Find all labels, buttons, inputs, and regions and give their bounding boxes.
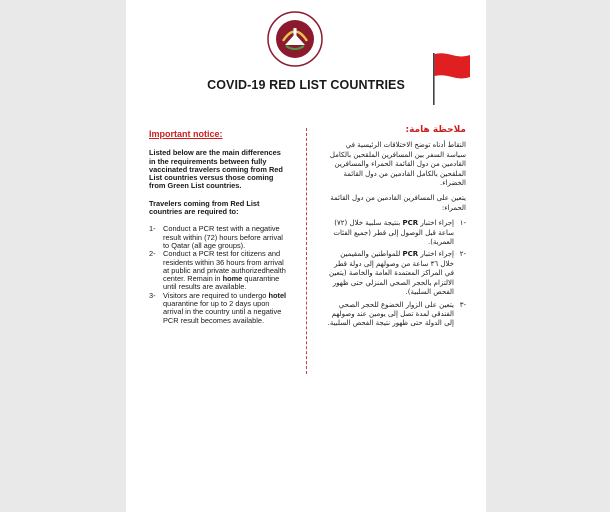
arabic-notice-heading: ملاحظة هامة: <box>405 125 466 135</box>
item-number: 3- <box>149 290 156 300</box>
item-text: Visitors are required to undergo hotel quarantine for up to 2 days upon arrival in the country until a negative PCR result becomes available. <box>163 290 287 325</box>
list-item <box>326 250 466 297</box>
ministry-logo <box>266 10 324 68</box>
arabic-intro-paragraph: النقاط أدناه توضح الاختلافات الرئيسية في سياسة السفر بين المسافرين الملقحين بالكامل القادمين من دول القائمة الحمراء والمسافرين الملقحين بالكامل القادمين من دول القائمة الخضراء. <box>329 141 466 188</box>
item-number: -٢ <box>459 250 466 259</box>
column-divider <box>306 128 307 374</box>
document-page <box>126 0 486 512</box>
item-number: 2- <box>149 249 156 259</box>
list-item <box>326 219 466 247</box>
item-text: يتعين على الزوار الخضوع للحجر الصحي الفندقي لمدة تصل إلى يومين عند وصولهم إلى الدولة حتى ظهور نتيجة الفحص السلبية. <box>327 300 454 328</box>
arabic-column <box>326 126 466 332</box>
list-item <box>326 301 466 329</box>
item-number: 1- <box>149 224 156 234</box>
english-column <box>149 130 289 325</box>
page-title: COVID-19 RED LIST COUNTRIES <box>207 78 405 92</box>
arabic-requirements-subhead: يتعين على المسافرين القادمين من دول القائمة الحمراء: <box>330 194 466 212</box>
requirements-subhead: Travelers coming from Red List countries are required to: <box>149 198 260 217</box>
item-text: إجراء اختبار PCR بنتيجة سلبية خلال (٧٢) ساعة قبل الوصول إلى قطر (جميع الفئات العمرية). <box>333 219 454 247</box>
item-text: Conduct a PCR test for citizens and residents within 36 hours from arrival at public and private authorizedhealth center. Remain in home quarantine until results are available. <box>163 249 286 292</box>
item-number: -١ <box>459 219 466 228</box>
item-text: Conduct a PCR test with a negative result within (72) hours before arrival to Qatar (all age groups). <box>163 224 283 250</box>
intro-paragraph: Listed below are the main differences in the requirements between fully vaccinated travelers coming from Red List countries versus those coming from Green List countries. <box>149 148 283 191</box>
important-notice-heading: Important notice: <box>149 129 223 139</box>
item-number: -٣ <box>459 300 466 309</box>
list-item <box>149 225 289 250</box>
list-item <box>149 250 289 291</box>
item-text: إجراء اختبار PCR للمواطنين والمقيمين خلال ٣٦ ساعة من وصولهم إلى دولة قطر في المراكز المعتمدة العامة والخاصة (يتعين الالتزام بالحجر الصحي المنزلي حتى ظهور الفحص السلبية). <box>329 250 454 297</box>
list-item <box>149 292 289 325</box>
